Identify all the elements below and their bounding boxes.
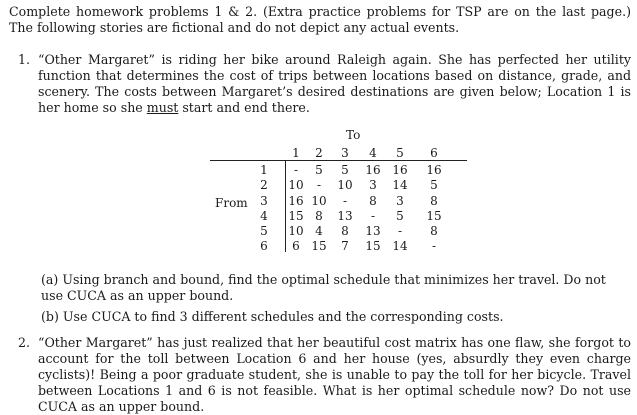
problem-2-text: “Other Margaret” has just realized that her beautiful cost matrix has one flaw, she forgot to account for the toll between Location 6 and her house (yes, absurdly they even charge cyclists)! Being a poor graduate student, she is unable to pay the toll for her bicycle. Travel between Locations 1 and 6 is not feasible. What is her optimal schedule now? Do not use CUCA as an upper bound. — [38, 335, 631, 414]
matrix-cell: 10 — [337, 178, 353, 192]
matrix-cell: 15 — [426, 209, 442, 223]
matrix-cell: 8 — [430, 194, 438, 208]
matrix-to-label: To — [346, 128, 361, 142]
subpart-b — [41, 309, 611, 325]
matrix-cell: 3 — [396, 194, 404, 208]
matrix-row-header: 5 — [260, 224, 268, 238]
matrix-col-header: 1 — [292, 146, 300, 160]
matrix-cell: 6 — [292, 239, 300, 253]
matrix-from-label: From — [215, 196, 248, 210]
problem-2 — [18, 335, 631, 415]
matrix-cell: 13 — [365, 224, 381, 238]
problem-1-number: 1. — [18, 52, 31, 67]
problem-2-number: 2. — [18, 335, 31, 350]
problem-1-text-start: “Other Margaret” is riding her bike around Raleigh again. She has perfected her utility function that determines the cost of trips between locations based on distance, grade, and scenery. The costs between Margaret’s desired destinations are given below; Location 1 is her home so she — [38, 52, 631, 115]
matrix-row-header: 3 — [260, 194, 268, 208]
matrix-cell: 8 — [315, 209, 323, 223]
matrix-cell: 16 — [288, 194, 304, 208]
problem-1-emphasis: must — [146, 100, 179, 115]
subpart-b-text: Use CUCA to find 3 different schedules and the corresponding costs. — [62, 309, 504, 324]
matrix-cell: 5 — [430, 178, 438, 192]
matrix-cell: 4 — [315, 224, 323, 238]
matrix-cell: - — [293, 163, 299, 177]
matrix-cell: 7 — [341, 239, 349, 253]
matrix-cell: 16 — [392, 163, 408, 177]
matrix-row-header: 4 — [260, 209, 268, 223]
matrix-cell: 8 — [430, 224, 438, 238]
matrix-cell: 10 — [288, 178, 304, 192]
matrix-cell: 15 — [288, 209, 304, 223]
matrix-cell: - — [397, 224, 403, 238]
matrix-cell: 16 — [426, 163, 442, 177]
subpart-a-text: Using branch and bound, find the optimal schedule that minimizes her travel. Do not use CUCA as an upper bound. — [41, 272, 606, 303]
matrix-cell: 10 — [288, 224, 304, 238]
matrix-cell: 13 — [337, 209, 353, 223]
problem-1 — [18, 52, 631, 116]
matrix-header-rule — [210, 160, 467, 161]
matrix-row-header: 2 — [260, 178, 268, 192]
problem-1-text — [38, 52, 631, 116]
matrix-cell: 8 — [369, 194, 377, 208]
matrix-cell: 14 — [392, 178, 408, 192]
problem-1-text-end: start and end there. — [178, 100, 310, 115]
matrix-col-header: 5 — [396, 146, 404, 160]
matrix-row-header: 1 — [260, 163, 268, 177]
matrix-cell: - — [316, 178, 322, 192]
matrix-cell: 14 — [392, 239, 408, 253]
matrix-col-header: 6 — [430, 146, 438, 160]
matrix-cell: 10 — [311, 194, 327, 208]
matrix-col-header: 4 — [369, 146, 377, 160]
matrix-cell: 15 — [365, 239, 381, 253]
matrix-cell: 5 — [396, 209, 404, 223]
matrix-cell: 15 — [311, 239, 327, 253]
matrix-cell: - — [431, 239, 437, 253]
matrix-col-header: 3 — [341, 146, 349, 160]
subpart-a-label: (a) — [41, 272, 59, 287]
subpart-a — [41, 272, 611, 304]
matrix-cell: 5 — [341, 163, 349, 177]
matrix-cell: 5 — [315, 163, 323, 177]
matrix-col-header: 2 — [315, 146, 323, 160]
matrix-cell: 16 — [365, 163, 381, 177]
matrix-cell: 8 — [341, 224, 349, 238]
subpart-b-label: (b) — [41, 309, 59, 324]
matrix-cell: 3 — [369, 178, 377, 192]
matrix-cell: - — [370, 209, 376, 223]
intro-paragraph: Complete homework problems 1 & 2. (Extra practice problems for TSP are on the last page.) The following stories are fictional and do not depict any actual events. — [9, 4, 631, 35]
matrix-cell: - — [342, 194, 348, 208]
matrix-row-header: 6 — [260, 239, 268, 253]
